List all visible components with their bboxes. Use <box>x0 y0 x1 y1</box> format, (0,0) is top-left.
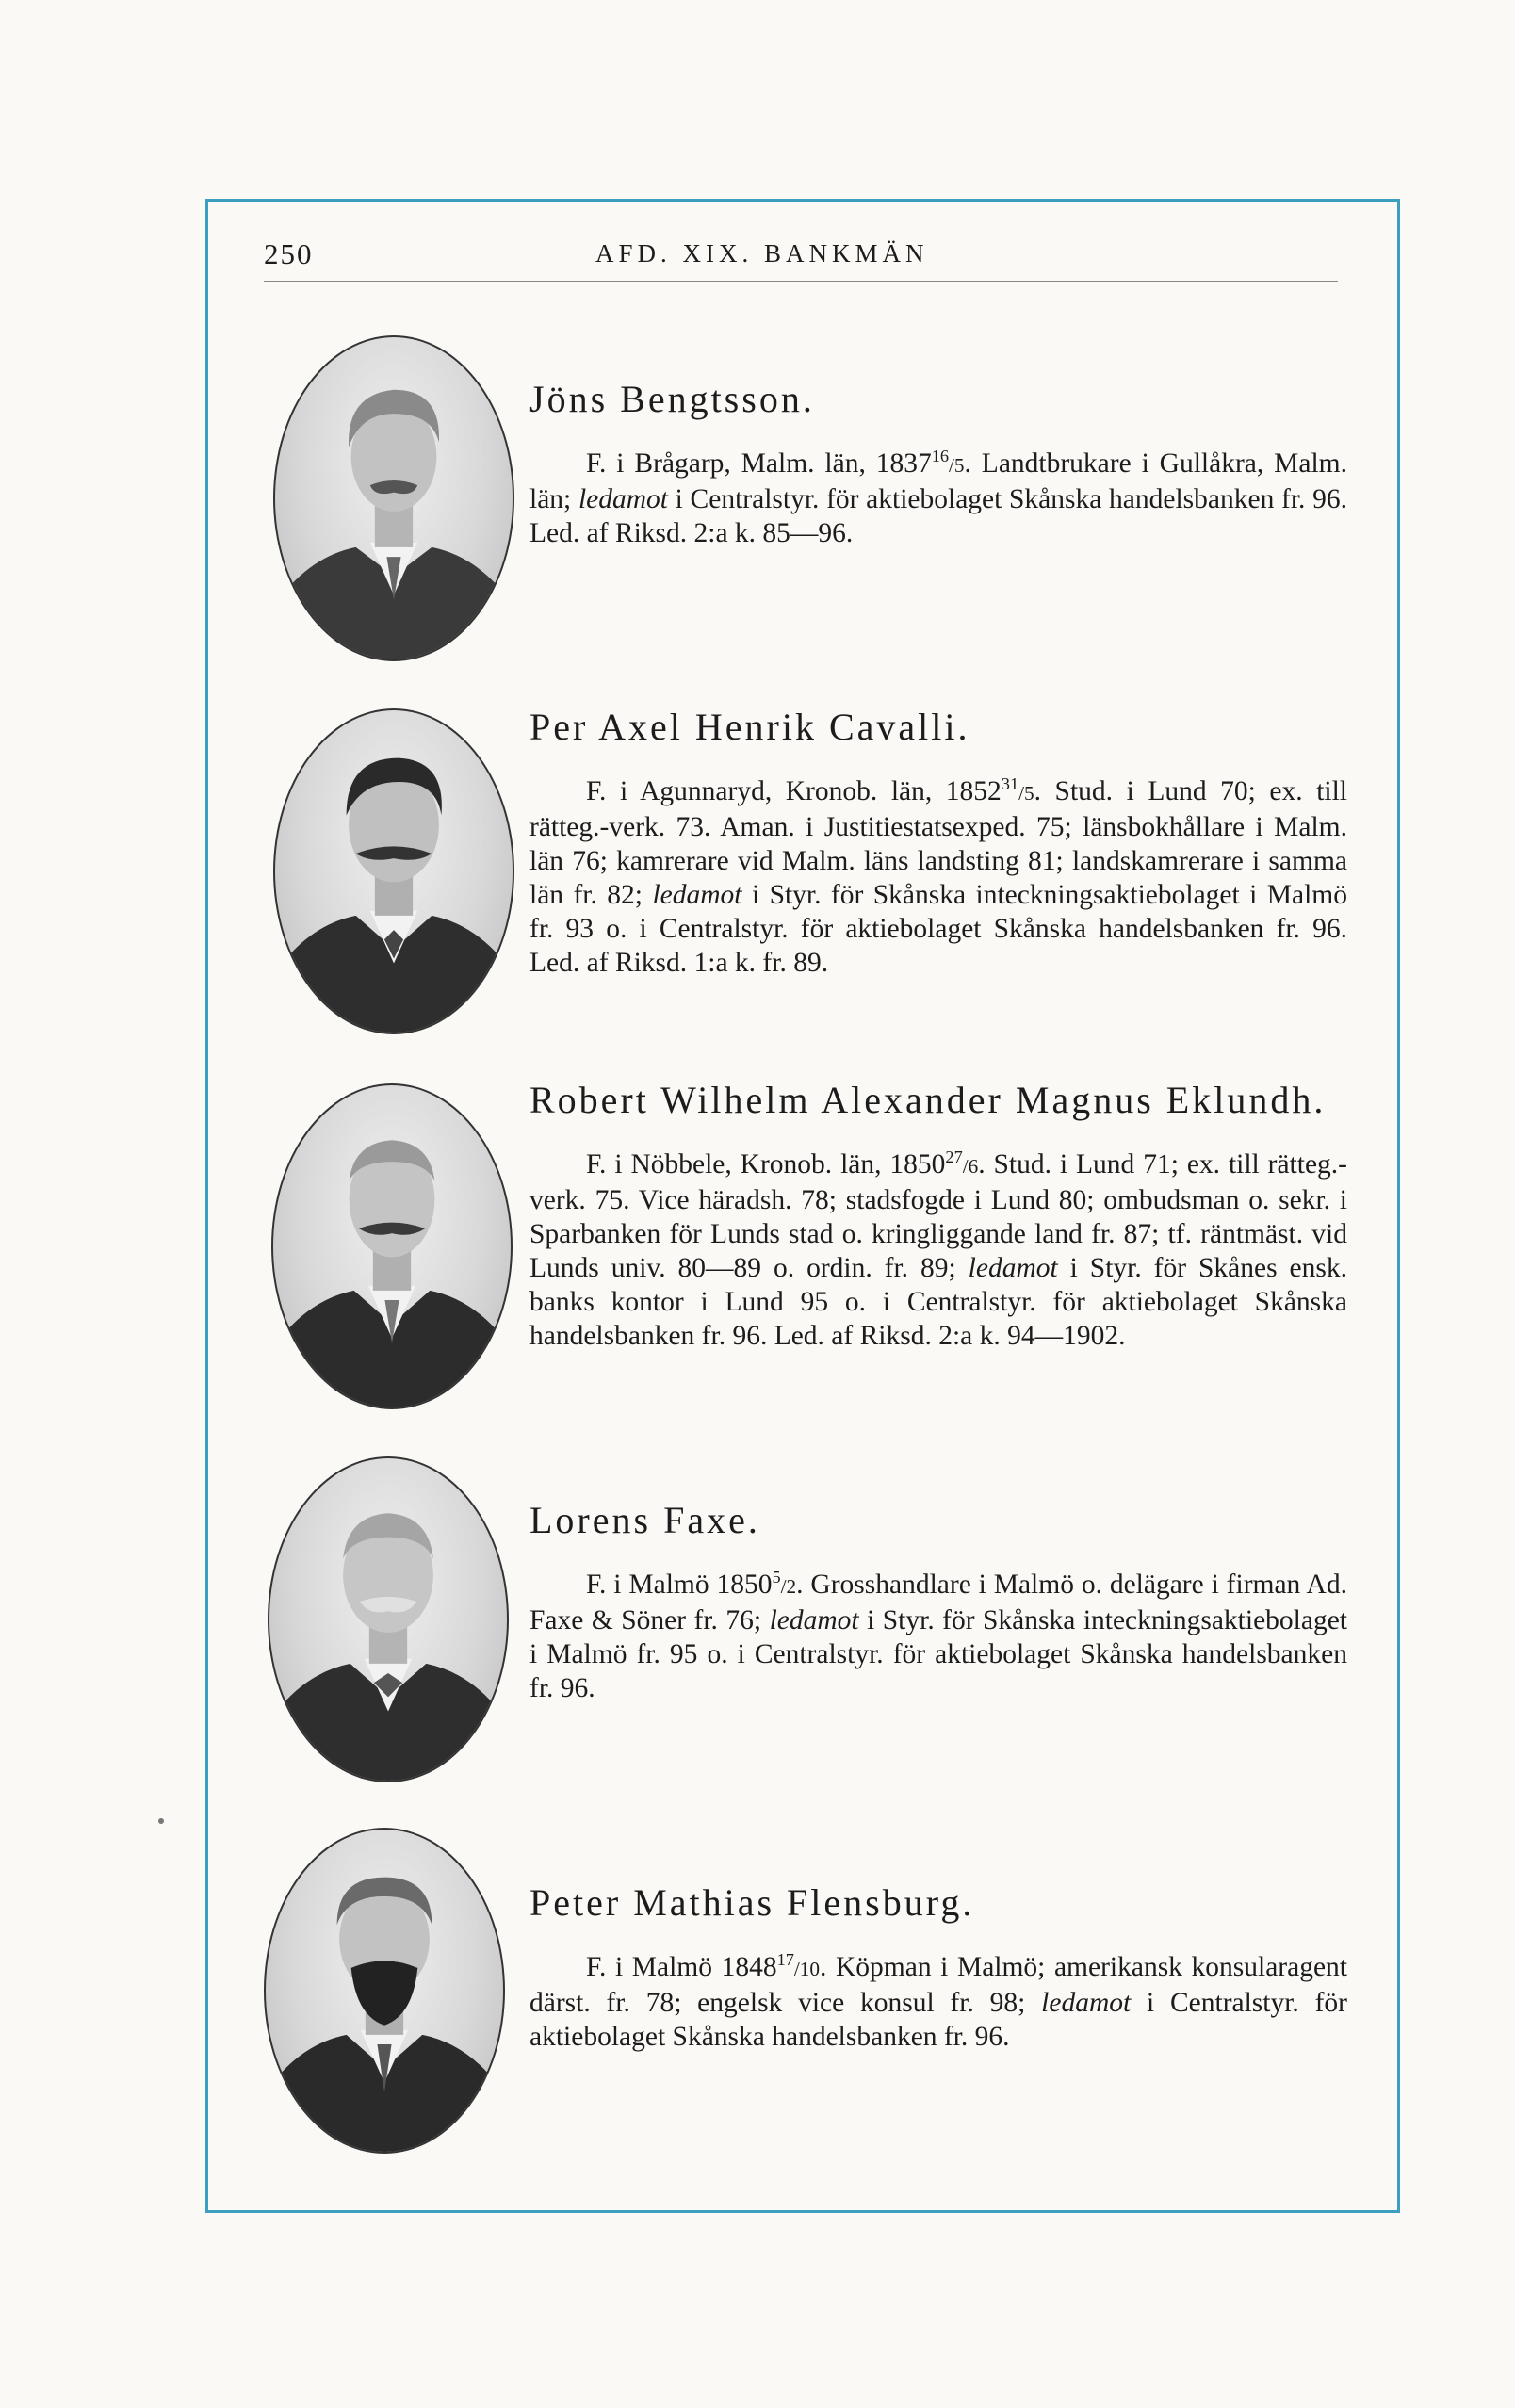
date-fraction: $^{31}$/5 <box>1001 774 1034 805</box>
italic-term: ledamot <box>652 879 742 910</box>
portrait-per-axel-henrik-cavalli <box>273 708 514 1034</box>
entry-name: Lorens Faxe. <box>529 1499 760 1541</box>
entry-bio: F. i Malmö 1848$^{17}$/10. Köpman i Malmö; amerikansk konsularagent därst. fr. 78; engelsk vice konsul fr. 98; ledamot i Centralstyr. för aktiebolaget Skånska handelsbanken fr. 96. <box>529 1950 1348 2052</box>
date-fraction: $^{16}$/5 <box>931 447 965 477</box>
running-header <box>264 237 1338 281</box>
entry-name: Peter Mathias Flensburg. <box>529 1881 975 1924</box>
portrait-lorens-faxe <box>268 1456 509 1782</box>
entry-name: Per Axel Henrik Cavalli. <box>529 706 970 748</box>
date-fraction: $^{17}$/10 <box>776 1950 821 1980</box>
entry-robert-wilhelm-alexander-magnus-eklundh <box>529 1078 1347 1353</box>
portrait-peter-mathias-flensburg <box>264 1828 505 2154</box>
entry-name: Robert Wilhelm Alexander Magnus Eklundh. <box>529 1079 1327 1121</box>
entry-lorens-faxe <box>529 1498 1347 1705</box>
entry-peter-mathias-flensburg <box>529 1880 1347 2054</box>
italic-term: ledamot <box>578 483 668 514</box>
date-fraction: $^{27}$/6 <box>945 1147 979 1178</box>
portrait-robert-wilhelm-alexander-magnus-eklundh <box>271 1083 513 1409</box>
header-rule <box>264 281 1338 282</box>
italic-term: ledamot <box>968 1252 1058 1283</box>
portrait-jons-bengtsson <box>273 335 514 661</box>
entry-bio: F. i Nöbbele, Kronob. län, 1850$^{27}$/6. Stud. i Lund 71; ex. till rätteg.-verk. 75. Vice häradsh. 78; stadsfogde i Lund 80; ombudsman o. sekr. i Sparbanken för Lunds stad o. kringliggande land fr. 87; tf. räntmäst. vid Lunds univ. 80—89 o. ordin. fr. 89; ledamot i Styr. för Skånes ensk. banks kontor i Lund 95 o. i Centralstyr. för aktiebolaget Skånska handelsbanken fr. 96. Led. af Riksd. 2:a k. 94—1902. <box>529 1147 1347 1351</box>
italic-term: ledamot <box>769 1604 859 1635</box>
entry-bio: F. i Brågarp, Malm. län, 1837$^{16}$/5. Landtbrukare i Gullåkra, Malm. län; ledamot i Centralstyr. för aktiebolaget Skånska handelsbanken fr. 96. Led. af Riksd. 2:a k. 85—96. <box>529 447 1347 548</box>
section-title: AFD. XIX. BANKMÄN <box>595 239 929 268</box>
entry-per-axel-henrik-cavalli <box>529 705 1347 980</box>
entry-name: Jöns Bengtsson. <box>529 378 815 420</box>
entry-jons-bengtsson <box>529 377 1347 550</box>
entry-bio: F. i Malmö 1850$^5$/2. Grosshandlare i Malmö o. delägare i firman Ad. Faxe & Söner fr. 76; ledamot i Styr. för Skånska inteckningsaktiebolaget i Malmö fr. 95 o. i Centralstyr. för aktiebolaget Skånska handelsbanken fr. 96. <box>529 1568 1347 1703</box>
margin-speck <box>158 1818 164 1824</box>
date-fraction: $^5$/2 <box>772 1568 797 1598</box>
italic-term: ledamot <box>1041 1987 1132 2018</box>
entry-bio: F. i Agunnaryd, Kronob. län, 1852$^{31}$/5. Stud. i Lund 70; ex. till rätteg.-verk. 73. Aman. i Justitiestatsexped. 75; länsbokhållare i Malm. län 76; kamrerare vid Malm. läns landsting 81; landskamrerare i samma län fr. 82; ledamot i Styr. för Skånska inteckningsaktiebolaget i Malmö fr. 93 o. i Centralstyr. för aktiebolaget Skånska handelsbanken fr. 96. Led. af Riksd. 1:a k. fr. 89. <box>529 774 1347 978</box>
page-number: 250 <box>264 237 314 270</box>
